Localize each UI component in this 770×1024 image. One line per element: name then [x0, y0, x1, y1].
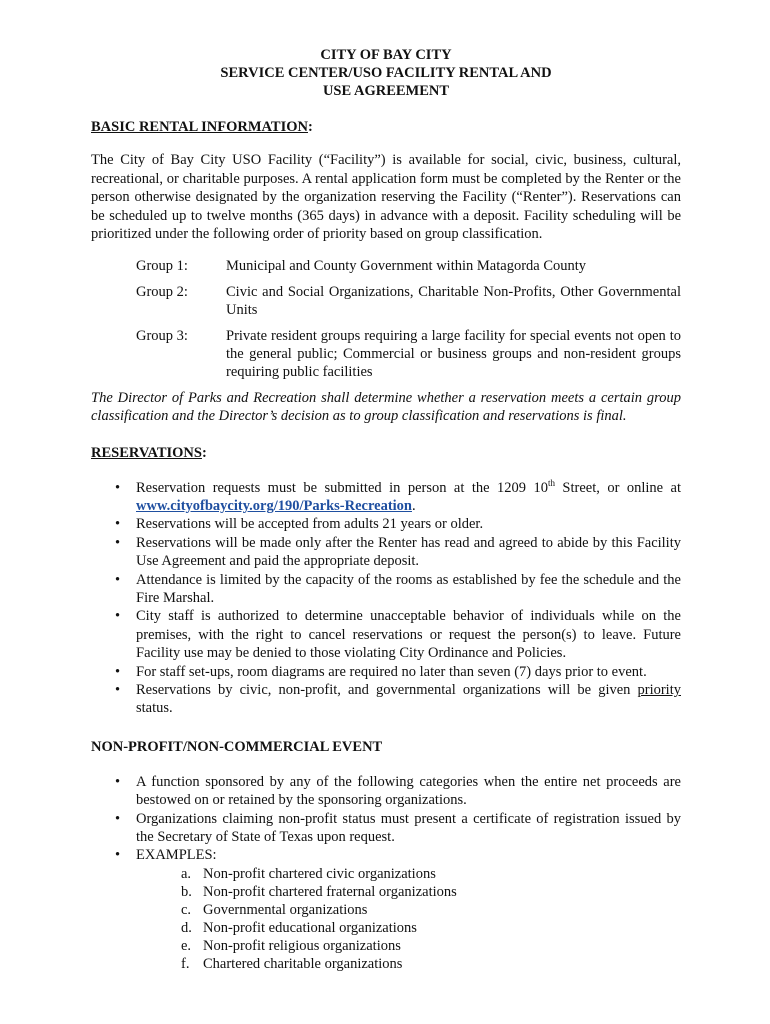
- bullet-icon: •: [115, 608, 121, 625]
- group-description: Private resident groups requiring a large facility for special events not open to the general public; Commercial or business groups and non-resident groups requiring public facilities: [226, 327, 681, 380]
- list-item: • Reservations will be made only after the Renter has read and agreed to abide by this Facility Use Agreement and paid the appropriate deposit.: [115, 534, 681, 570]
- group-label: Group 1:: [136, 257, 188, 274]
- list-item: • For staff set-ups, room diagrams are required no later than seven (7) days prior to event.: [115, 663, 647, 680]
- list-item: • Reservations by civic, non-profit, and governmental organizations will be given priority status.: [115, 681, 681, 717]
- document-title: [91, 46, 681, 100]
- bullet-icon: •: [115, 534, 121, 551]
- bullet-icon: •: [115, 847, 121, 864]
- reservations-heading: RESERVATIONS:: [91, 444, 207, 461]
- director-note: The Director of Parks and Recreation shall determine whether a reservation meets a certain group classification and the Director’s decision as to group classification and reservations is final.: [91, 389, 681, 424]
- example-item: e. Non-profit religious organizations: [181, 937, 401, 954]
- examples-list: [136, 865, 681, 973]
- bullet-icon: •: [115, 773, 121, 790]
- title-line-3: USE AGREEMENT: [322, 83, 450, 99]
- basic-rental-heading: BASIC RENTAL INFORMATION:: [91, 119, 313, 135]
- parks-recreation-link[interactable]: www.cityofbaycity.org/190/Parks-Recreation: [136, 497, 412, 514]
- list-item: • Attendance is limited by the capacity of the rooms as established by fee the schedule and the Fire Marshal.: [115, 571, 681, 606]
- bullet-icon: •: [115, 571, 121, 588]
- group-label: Group 2:: [136, 283, 188, 300]
- bullet-icon: •: [115, 479, 121, 496]
- list-item: • Reservations will be accepted from adults 21 years or older.: [115, 516, 484, 533]
- group-list: [136, 257, 681, 381]
- list-item: • Reservation requests must be submitted in person at the 1209 10th Street, or online at www.cityofbaycity.org/190/Parks-Recreation.: [115, 477, 681, 514]
- nonprofit-list: [91, 773, 681, 973]
- reservations-list: [91, 479, 681, 718]
- group-description: Civic and Social Organizations, Charitable Non-Profits, Other Governmental Units: [226, 283, 681, 318]
- example-item: f. Chartered charitable organizations: [181, 955, 403, 972]
- list-item: • Organizations claiming non-profit status must present a certificate of registration issued by the Secretary of State of Texas upon request.: [115, 810, 681, 845]
- bullet-icon: •: [115, 516, 121, 533]
- group-row: [136, 283, 681, 319]
- group-row: [136, 327, 681, 381]
- list-item: • EXAMPLES: a. Non-profit chartered civic organizations b. Non-profit chartered fraternal organizations c. Governmental organizations d. Non-profit educational organizations e. Non-profit religious organizations f. Chartered charitable organizations: [91, 846, 681, 972]
- bullet-icon: •: [115, 810, 121, 827]
- example-item: d. Non-profit educational organizations: [181, 919, 417, 936]
- title-line-2: SERVICE CENTER/USO FACILITY RENTAL AND: [220, 65, 552, 81]
- basic-rental-paragraph: The City of Bay City USO Facility (“Facility”) is available for social, civic, business, cultural, recreational, or charitable purposes. A rental application form must be completed by the Renter or the person otherwise designated by the organization reserving the Facility (“Renter”). Reservations can be scheduled up to twelve months (365 days) in advance with a deposit. Facility scheduling will be prioritized under the following order of priority based on group classification.: [91, 152, 681, 242]
- list-item: • A function sponsored by any of the following categories when the entire net proceeds are bestowed on or retained by the sponsoring organizations.: [115, 773, 681, 809]
- example-item: c. Governmental organizations: [181, 901, 368, 918]
- example-item: b. Non-profit chartered fraternal organizations: [181, 883, 457, 900]
- nonprofit-heading: NON-PROFIT/NON-COMMERCIAL EVENT: [91, 738, 383, 755]
- example-item: a. Non-profit chartered civic organizations: [181, 865, 436, 882]
- bullet-icon: •: [115, 663, 121, 680]
- group-label: Group 3:: [136, 327, 188, 344]
- title-line-1: CITY OF BAY CITY: [320, 47, 452, 63]
- bullet-icon: •: [115, 681, 121, 698]
- list-item: • City staff is authorized to determine unacceptable behavior of individuals while on the premises, with the right to cancel reservations or request the person(s) to leave. Future Facility use may be denied to those violating City Ordinance and Policies.: [115, 608, 681, 662]
- group-description: Municipal and County Government within Matagorda County: [226, 257, 587, 274]
- group-row: [136, 257, 681, 275]
